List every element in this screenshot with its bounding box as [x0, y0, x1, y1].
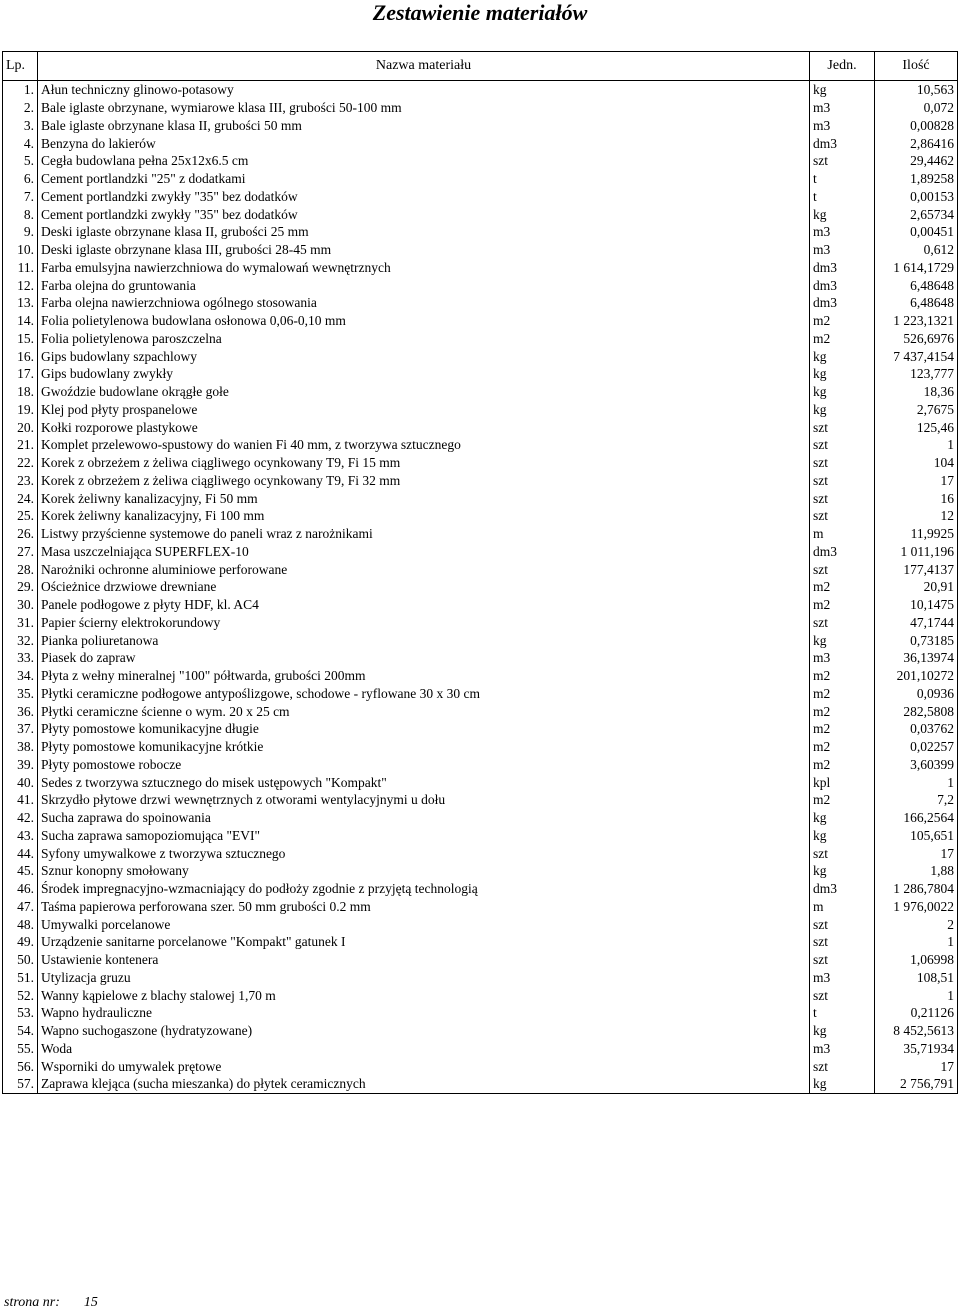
- table-row: [3, 276, 958, 294]
- table-row: [3, 560, 958, 578]
- cell-qty: 0,0936: [875, 685, 958, 703]
- cell-lp: 49.: [3, 933, 38, 951]
- cell-qty: 10,1475: [875, 596, 958, 614]
- cell-name: Cement portlandzki zwykły "35" bez dodatków: [38, 205, 810, 223]
- cell-name: Urządzenie sanitarne porcelanowe "Kompakt" gatunek I: [38, 933, 810, 951]
- cell-unit: dm3: [810, 134, 875, 152]
- table-row: [3, 756, 958, 774]
- cell-unit: m2: [810, 667, 875, 685]
- cell-lp: 34.: [3, 667, 38, 685]
- cell-name: Farba olejna do gruntowania: [38, 276, 810, 294]
- cell-name: Zaprawa klejąca (sucha mieszanka) do płytek ceramicznych: [38, 1075, 810, 1093]
- cell-qty: 0,00451: [875, 223, 958, 241]
- cell-qty: 1: [875, 986, 958, 1004]
- cell-name: Ustawienie kontenera: [38, 951, 810, 969]
- cell-qty: 18,36: [875, 383, 958, 401]
- cell-name: Korek z obrzeżem z żeliwa ciągliwego ocynkowany T9, Fi 32 mm: [38, 472, 810, 490]
- cell-unit: m2: [810, 330, 875, 348]
- cell-lp: 7.: [3, 188, 38, 206]
- cell-unit: szt: [810, 472, 875, 490]
- cell-lp: 13.: [3, 294, 38, 312]
- cell-unit: szt: [810, 933, 875, 951]
- cell-name: Folia polietylenowa paroszczelna: [38, 330, 810, 348]
- cell-qty: 104: [875, 454, 958, 472]
- cell-name: Masa uszczelniająca SUPERFLEX-10: [38, 543, 810, 561]
- cell-unit: dm3: [810, 880, 875, 898]
- cell-name: Bale iglaste obrzynane klasa II, grubości 50 mm: [38, 117, 810, 135]
- cell-qty: 2 756,791: [875, 1075, 958, 1093]
- cell-unit: m2: [810, 791, 875, 809]
- cell-lp: 20.: [3, 418, 38, 436]
- cell-unit: m2: [810, 756, 875, 774]
- cell-lp: 23.: [3, 472, 38, 490]
- cell-unit: kg: [810, 862, 875, 880]
- cell-qty: 0,02257: [875, 738, 958, 756]
- cell-name: Cement portlandzki zwykły "35" bez dodatków: [38, 188, 810, 206]
- cell-name: Płytki ceramiczne podłogowe antypoślizgowe, schodowe - ryflowane 30 x 30 cm: [38, 685, 810, 703]
- cell-name: Wapno suchogaszone (hydratyzowane): [38, 1022, 810, 1040]
- table-row: [3, 472, 958, 490]
- cell-lp: 26.: [3, 525, 38, 543]
- cell-name: Sznur konopny smołowany: [38, 862, 810, 880]
- table-row: [3, 862, 958, 880]
- cell-unit: dm3: [810, 294, 875, 312]
- cell-qty: 125,46: [875, 418, 958, 436]
- cell-unit: m2: [810, 720, 875, 738]
- cell-unit: kg: [810, 347, 875, 365]
- cell-qty: 1: [875, 436, 958, 454]
- page-number: 15: [83, 1295, 98, 1310]
- cell-name: Umywalki porcelanowe: [38, 915, 810, 933]
- cell-qty: 0,00153: [875, 188, 958, 206]
- page-number-label: strona nr:: [4, 1295, 60, 1310]
- materials-table: [2, 51, 958, 1094]
- cell-unit: m2: [810, 596, 875, 614]
- table-header-row: [3, 52, 958, 81]
- cell-unit: szt: [810, 915, 875, 933]
- cell-unit: m: [810, 898, 875, 916]
- cell-qty: 7,2: [875, 791, 958, 809]
- cell-qty: 201,10272: [875, 667, 958, 685]
- table-row: [3, 702, 958, 720]
- table-row: [3, 205, 958, 223]
- cell-qty: 177,4137: [875, 560, 958, 578]
- table-row: [3, 791, 958, 809]
- cell-qty: 17: [875, 844, 958, 862]
- cell-qty: 1,06998: [875, 951, 958, 969]
- table-row: [3, 152, 958, 170]
- cell-unit: szt: [810, 418, 875, 436]
- cell-qty: 1,88: [875, 862, 958, 880]
- cell-lp: 16.: [3, 347, 38, 365]
- cell-name: Środek impregnacyjno-wzmacniający do podłoży zgodnie z przyjętą technologią: [38, 880, 810, 898]
- cell-name: Korek żeliwny kanalizacyjny, Fi 50 mm: [38, 489, 810, 507]
- cell-name: Farba olejna nawierzchniowa ogólnego stosowania: [38, 294, 810, 312]
- cell-qty: 1 614,1729: [875, 259, 958, 277]
- cell-name: Wsporniki do umywalek prętowe: [38, 1057, 810, 1075]
- cell-lp: 35.: [3, 685, 38, 703]
- page-title: Zestawienie materiałów: [372, 0, 588, 25]
- cell-lp: 55.: [3, 1040, 38, 1058]
- cell-qty: 0,00828: [875, 117, 958, 135]
- cell-unit: kg: [810, 809, 875, 827]
- cell-qty: 2,7675: [875, 401, 958, 419]
- cell-qty: 526,6976: [875, 330, 958, 348]
- cell-unit: kg: [810, 383, 875, 401]
- cell-unit: kg: [810, 81, 875, 99]
- cell-lp: 42.: [3, 809, 38, 827]
- cell-lp: 51.: [3, 969, 38, 987]
- cell-unit: m2: [810, 578, 875, 596]
- cell-name: Gwoździe budowlane okrągłe gołe: [38, 383, 810, 401]
- cell-lp: 44.: [3, 844, 38, 862]
- cell-name: Listwy przyścienne systemowe do paneli wraz z narożnikami: [38, 525, 810, 543]
- cell-unit: szt: [810, 152, 875, 170]
- cell-unit: szt: [810, 614, 875, 632]
- table-row: [3, 1057, 958, 1075]
- cell-name: Klej pod płyty prospanelowe: [38, 401, 810, 419]
- cell-lp: 19.: [3, 401, 38, 419]
- cell-name: Płyta z wełny mineralnej "100" półtwarda, grubości 200mm: [38, 667, 810, 685]
- cell-qty: 8 452,5613: [875, 1022, 958, 1040]
- table-row: [3, 1075, 958, 1093]
- cell-lp: 8.: [3, 205, 38, 223]
- cell-qty: 36,13974: [875, 649, 958, 667]
- cell-lp: 25.: [3, 507, 38, 525]
- table-row: [3, 649, 958, 667]
- cell-unit: kg: [810, 1075, 875, 1093]
- cell-qty: 1,89258: [875, 170, 958, 188]
- cell-lp: 54.: [3, 1022, 38, 1040]
- cell-lp: 29.: [3, 578, 38, 596]
- cell-qty: 282,5808: [875, 702, 958, 720]
- table-row: [3, 365, 958, 383]
- table-row: [3, 312, 958, 330]
- cell-qty: 16: [875, 489, 958, 507]
- cell-unit: kg: [810, 1022, 875, 1040]
- table-row: [3, 418, 958, 436]
- table-row: [3, 596, 958, 614]
- cell-name: Benzyna do lakierów: [38, 134, 810, 152]
- cell-qty: 2,86416: [875, 134, 958, 152]
- cell-lp: 15.: [3, 330, 38, 348]
- cell-unit: kg: [810, 631, 875, 649]
- table-row: [3, 631, 958, 649]
- cell-name: Syfony umywalkowe z tworzywa sztucznego: [38, 844, 810, 862]
- table-row: [3, 117, 958, 135]
- cell-unit: t: [810, 188, 875, 206]
- cell-name: Folia polietylenowa budowlana osłonowa 0,06-0,10 mm: [38, 312, 810, 330]
- cell-name: Wanny kąpielowe z blachy stalowej 1,70 m: [38, 986, 810, 1004]
- cell-unit: szt: [810, 844, 875, 862]
- cell-qty: 2,65734: [875, 205, 958, 223]
- cell-unit: m3: [810, 99, 875, 117]
- cell-qty: 20,91: [875, 578, 958, 596]
- cell-unit: szt: [810, 951, 875, 969]
- table-row: [3, 614, 958, 632]
- cell-lp: 50.: [3, 951, 38, 969]
- cell-qty: 10,563: [875, 81, 958, 99]
- cell-lp: 27.: [3, 543, 38, 561]
- cell-qty: 123,777: [875, 365, 958, 383]
- table-row: [3, 578, 958, 596]
- cell-unit: kg: [810, 827, 875, 845]
- cell-name: Cegła budowlana pełna 25x12x6.5 cm: [38, 152, 810, 170]
- cell-name: Sucha zaprawa do spoinowania: [38, 809, 810, 827]
- cell-lp: 57.: [3, 1075, 38, 1093]
- cell-unit: szt: [810, 507, 875, 525]
- cell-lp: 45.: [3, 862, 38, 880]
- cell-lp: 36.: [3, 702, 38, 720]
- cell-qty: 1 976,0022: [875, 898, 958, 916]
- cell-lp: 18.: [3, 383, 38, 401]
- cell-unit: m3: [810, 117, 875, 135]
- table-row: [3, 134, 958, 152]
- table-row: [3, 188, 958, 206]
- cell-unit: szt: [810, 986, 875, 1004]
- table-row: [3, 667, 958, 685]
- table-row: [3, 223, 958, 241]
- cell-name: Cement portlandzki "25" z dodatkami: [38, 170, 810, 188]
- cell-qty: 105,651: [875, 827, 958, 845]
- cell-lp: 3.: [3, 117, 38, 135]
- cell-lp: 30.: [3, 596, 38, 614]
- table-body: [3, 81, 958, 1094]
- cell-unit: szt: [810, 560, 875, 578]
- cell-unit: m2: [810, 312, 875, 330]
- cell-qty: 17: [875, 1057, 958, 1075]
- cell-name: Narożniki ochronne aluminiowe perforowane: [38, 560, 810, 578]
- cell-lp: 1.: [3, 81, 38, 99]
- table-row: [3, 1040, 958, 1058]
- page-footer: [4, 1295, 98, 1311]
- cell-qty: 12: [875, 507, 958, 525]
- cell-lp: 24.: [3, 489, 38, 507]
- cell-qty: 166,2564: [875, 809, 958, 827]
- table-row: [3, 507, 958, 525]
- cell-lp: 48.: [3, 915, 38, 933]
- cell-lp: 17.: [3, 365, 38, 383]
- cell-lp: 12.: [3, 276, 38, 294]
- table-row: [3, 915, 958, 933]
- cell-unit: kg: [810, 401, 875, 419]
- table-row: [3, 685, 958, 703]
- cell-lp: 43.: [3, 827, 38, 845]
- cell-lp: 5.: [3, 152, 38, 170]
- cell-name: Korek z obrzeżem z żeliwa ciągliwego ocynkowany T9, Fi 15 mm: [38, 454, 810, 472]
- table-row: [3, 986, 958, 1004]
- cell-unit: m2: [810, 738, 875, 756]
- cell-lp: 4.: [3, 134, 38, 152]
- cell-name: Ałun techniczny glinowo-potasowy: [38, 81, 810, 99]
- cell-lp: 33.: [3, 649, 38, 667]
- cell-lp: 37.: [3, 720, 38, 738]
- cell-unit: m3: [810, 223, 875, 241]
- table-row: [3, 738, 958, 756]
- cell-name: Utylizacja gruzu: [38, 969, 810, 987]
- cell-name: Skrzydło płytowe drzwi wewnętrznych z otworami wentylacyjnymi u dołu: [38, 791, 810, 809]
- cell-lp: 38.: [3, 738, 38, 756]
- header-name: Nazwa materiału: [38, 52, 810, 81]
- cell-name: Gips budowlany szpachlowy: [38, 347, 810, 365]
- cell-lp: 41.: [3, 791, 38, 809]
- cell-unit: m3: [810, 649, 875, 667]
- cell-name: Piasek do zapraw: [38, 649, 810, 667]
- cell-unit: m2: [810, 702, 875, 720]
- table-row: [3, 99, 958, 117]
- cell-name: Papier ścierny elektrokorundowy: [38, 614, 810, 632]
- cell-name: Woda: [38, 1040, 810, 1058]
- cell-lp: 40.: [3, 773, 38, 791]
- cell-qty: 35,71934: [875, 1040, 958, 1058]
- cell-lp: 9.: [3, 223, 38, 241]
- cell-lp: 6.: [3, 170, 38, 188]
- table-row: [3, 259, 958, 277]
- cell-name: Deski iglaste obrzynane klasa II, grubości 25 mm: [38, 223, 810, 241]
- cell-qty: 17: [875, 472, 958, 490]
- table-row: [3, 347, 958, 365]
- cell-name: Bale iglaste obrzynane, wymiarowe klasa III, grubości 50-100 mm: [38, 99, 810, 117]
- table-row: [3, 294, 958, 312]
- cell-lp: 46.: [3, 880, 38, 898]
- cell-name: Kołki rozporowe plastykowe: [38, 418, 810, 436]
- cell-lp: 22.: [3, 454, 38, 472]
- table-row: [3, 81, 958, 99]
- cell-qty: 0,072: [875, 99, 958, 117]
- table-row: [3, 809, 958, 827]
- cell-qty: 47,1744: [875, 614, 958, 632]
- cell-qty: 1 286,7804: [875, 880, 958, 898]
- header-qty: Ilość: [875, 52, 958, 81]
- cell-name: Farba emulsyjna nawierzchniowa do wymalowań wewnętrznych: [38, 259, 810, 277]
- header-unit: Jedn.: [810, 52, 875, 81]
- cell-name: Płyty pomostowe komunikacyjne krótkie: [38, 738, 810, 756]
- table-row: [3, 170, 958, 188]
- cell-qty: 6,48648: [875, 276, 958, 294]
- cell-unit: kpl: [810, 773, 875, 791]
- cell-qty: 0,03762: [875, 720, 958, 738]
- cell-name: Komplet przelewowo-spustowy do wanien Fi 40 mm, z tworzywa sztucznego: [38, 436, 810, 454]
- cell-qty: 29,4462: [875, 152, 958, 170]
- cell-unit: szt: [810, 1057, 875, 1075]
- header-lp: Lp.: [3, 52, 38, 81]
- cell-unit: t: [810, 1004, 875, 1022]
- cell-name: Deski iglaste obrzynane klasa III, grubości 28-45 mm: [38, 241, 810, 259]
- cell-lp: 32.: [3, 631, 38, 649]
- table-row: [3, 844, 958, 862]
- table-row: [3, 543, 958, 561]
- cell-qty: 2: [875, 915, 958, 933]
- cell-unit: m3: [810, 1040, 875, 1058]
- cell-lp: 47.: [3, 898, 38, 916]
- cell-qty: 3,60399: [875, 756, 958, 774]
- cell-name: Sedes z tworzywa sztucznego do misek ustępowych "Kompakt": [38, 773, 810, 791]
- cell-qty: 0,73185: [875, 631, 958, 649]
- cell-unit: dm3: [810, 259, 875, 277]
- cell-unit: szt: [810, 436, 875, 454]
- cell-name: Płyty pomostowe komunikacyjne długie: [38, 720, 810, 738]
- table-row: [3, 330, 958, 348]
- table-row: [3, 969, 958, 987]
- table-row: [3, 525, 958, 543]
- cell-lp: 11.: [3, 259, 38, 277]
- table-row: [3, 401, 958, 419]
- cell-lp: 2.: [3, 99, 38, 117]
- table-row: [3, 1022, 958, 1040]
- cell-qty: 6,48648: [875, 294, 958, 312]
- table-row: [3, 880, 958, 898]
- cell-qty: 1: [875, 773, 958, 791]
- cell-unit: kg: [810, 205, 875, 223]
- table-row: [3, 827, 958, 845]
- cell-unit: dm3: [810, 276, 875, 294]
- table-row: [3, 1004, 958, 1022]
- cell-qty: 7 437,4154: [875, 347, 958, 365]
- table-row: [3, 933, 958, 951]
- cell-qty: 0,612: [875, 241, 958, 259]
- cell-unit: dm3: [810, 543, 875, 561]
- cell-unit: kg: [810, 365, 875, 383]
- cell-lp: 31.: [3, 614, 38, 632]
- cell-qty: 1: [875, 933, 958, 951]
- cell-name: Ościeżnice drzwiowe drewniane: [38, 578, 810, 596]
- cell-lp: 14.: [3, 312, 38, 330]
- cell-lp: 52.: [3, 986, 38, 1004]
- cell-unit: m3: [810, 241, 875, 259]
- cell-qty: 108,51: [875, 969, 958, 987]
- cell-lp: 56.: [3, 1057, 38, 1075]
- cell-unit: m2: [810, 685, 875, 703]
- table-row: [3, 436, 958, 454]
- table-row: [3, 383, 958, 401]
- cell-name: Płyty pomostowe robocze: [38, 756, 810, 774]
- cell-lp: 39.: [3, 756, 38, 774]
- table-row: [3, 489, 958, 507]
- cell-qty: 0,21126: [875, 1004, 958, 1022]
- cell-qty: 1 011,196: [875, 543, 958, 561]
- cell-name: Panele podłogowe z płyty HDF, kl. AC4: [38, 596, 810, 614]
- cell-lp: 10.: [3, 241, 38, 259]
- cell-lp: 28.: [3, 560, 38, 578]
- cell-name: Pianka poliuretanowa: [38, 631, 810, 649]
- cell-unit: m: [810, 525, 875, 543]
- cell-unit: m3: [810, 969, 875, 987]
- cell-lp: 21.: [3, 436, 38, 454]
- cell-unit: szt: [810, 454, 875, 472]
- cell-name: Płytki ceramiczne ścienne o wym. 20 x 25 cm: [38, 702, 810, 720]
- cell-unit: szt: [810, 489, 875, 507]
- cell-qty: 1 223,1321: [875, 312, 958, 330]
- table-row: [3, 773, 958, 791]
- cell-qty: 11,9925: [875, 525, 958, 543]
- cell-name: Gips budowlany zwykły: [38, 365, 810, 383]
- cell-name: Sucha zaprawa samopoziomująca "EVI": [38, 827, 810, 845]
- table-row: [3, 898, 958, 916]
- cell-name: Korek żeliwny kanalizacyjny, Fi 100 mm: [38, 507, 810, 525]
- table-row: [3, 241, 958, 259]
- cell-name: Wapno hydrauliczne: [38, 1004, 810, 1022]
- table-row: [3, 951, 958, 969]
- cell-lp: 53.: [3, 1004, 38, 1022]
- cell-unit: t: [810, 170, 875, 188]
- table-row: [3, 454, 958, 472]
- table-row: [3, 720, 958, 738]
- cell-name: Taśma papierowa perforowana szer. 50 mm grubości 0.2 mm: [38, 898, 810, 916]
